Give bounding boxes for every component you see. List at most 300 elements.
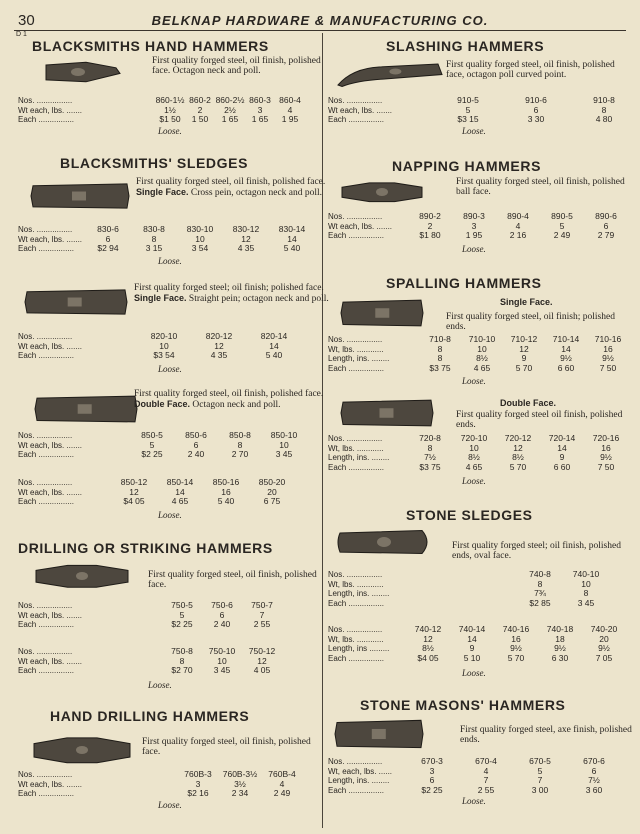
- table-cell: 750-6: [211, 600, 233, 610]
- table-cell: 830-6: [97, 224, 119, 234]
- section-title: HAND DRILLING HAMMERS: [50, 708, 250, 724]
- table-cell: 12: [129, 486, 139, 497]
- table-cell: 6: [193, 439, 199, 450]
- face-type-label: Single Face.: [136, 187, 189, 197]
- row-label: Wt each, lbs. .......: [18, 779, 83, 789]
- table-cell: 850-12: [120, 477, 148, 487]
- masons-hammer-illustration: [334, 716, 424, 757]
- cross-pein-sledge-illustration: [30, 180, 130, 217]
- table-cell: 830-8: [143, 224, 165, 234]
- table-cell: 710-10: [468, 334, 496, 344]
- table-cell: $3 15: [457, 114, 479, 124]
- table-cell: 5: [537, 765, 543, 776]
- section-title: SPALLING HAMMERS: [386, 275, 542, 291]
- page-title: BELKNAP HARDWARE & MANUFACTURING CO.: [151, 13, 489, 28]
- row-label: Each ................: [18, 789, 75, 798]
- table-cell: 3: [257, 104, 263, 115]
- pattern-description: Straight pein; octagon neck and poll.: [188, 294, 329, 304]
- printer-mark: D 1: [16, 31, 27, 38]
- table-cell: 1 95: [281, 114, 299, 124]
- row-label: Nos. ................: [18, 770, 73, 779]
- packing-note: Loose.: [462, 796, 486, 806]
- price-table-row: [328, 106, 632, 116]
- table-cell: 1½: [164, 104, 176, 115]
- table-cell: 850-8: [229, 430, 251, 440]
- table-cell: 3 45: [577, 597, 595, 608]
- row-label: Wt each, lbs. .......: [18, 105, 83, 115]
- price-table-row: [18, 441, 318, 451]
- table-cell: 12: [519, 343, 529, 354]
- price-table-row: [18, 611, 318, 621]
- table-cell: 9½: [602, 353, 614, 363]
- table-cell: 2 55: [477, 784, 495, 795]
- table-cell: 1 65: [221, 114, 239, 124]
- table-cell: 10: [279, 439, 289, 450]
- price-table-row: [328, 434, 632, 444]
- product-description: [456, 410, 632, 430]
- price-table-row: [328, 635, 632, 645]
- table-cell: 750-7: [251, 600, 273, 610]
- table-cell: $2 16: [187, 788, 209, 798]
- row-label: Nos. ................: [18, 478, 73, 487]
- table-cell: 16: [511, 633, 521, 644]
- table-cell: 910-8: [593, 95, 615, 105]
- table-cell: 6: [533, 104, 539, 115]
- table-cell: $2 25: [171, 619, 193, 629]
- table-cell: 2 40: [187, 449, 205, 459]
- table-cell: 5: [149, 439, 155, 450]
- table-cell: 14: [561, 343, 571, 354]
- section-title: STONE MASONS' HAMMERS: [360, 697, 566, 713]
- packing-note: Loose.: [462, 244, 486, 254]
- table-cell: 12: [423, 633, 433, 644]
- price-table-row: [18, 657, 318, 667]
- price-table-row: [18, 601, 318, 611]
- row-label: Length, ins .........: [328, 644, 390, 653]
- packing-note: Loose.: [158, 800, 182, 810]
- table-cell: 740-14: [458, 624, 486, 634]
- table-cell: 760B-3½: [222, 769, 258, 779]
- table-cell: 670-3: [421, 756, 443, 766]
- table-cell: 9: [521, 353, 527, 363]
- table-cell: 10: [217, 655, 227, 666]
- price-table-row: [328, 767, 632, 777]
- price-table-row: [18, 244, 318, 254]
- face-type-label: Double Face.: [500, 398, 557, 408]
- table-cell: 4: [279, 778, 285, 789]
- table-cell: 8: [237, 439, 243, 450]
- table-cell: 20: [599, 633, 609, 644]
- product-description: [460, 725, 632, 745]
- description-text: First quality forged steel, oil finish, polished face.: [134, 389, 324, 399]
- table-cell: 8½: [512, 452, 524, 462]
- row-label: Nos. ................: [328, 96, 383, 105]
- table-cell: 9½: [554, 643, 566, 653]
- table-cell: 860-1½: [155, 95, 185, 105]
- table-cell: 3 00: [531, 784, 549, 795]
- row-label: Nos. ................: [328, 434, 383, 443]
- row-label: Each ................: [328, 231, 385, 240]
- table-cell: $1 80: [419, 230, 441, 240]
- table-cell: $2 70: [171, 665, 193, 675]
- table-cell: 2 79: [597, 230, 615, 240]
- table-cell: 720-14: [548, 433, 576, 443]
- row-label: Each ................: [328, 462, 385, 472]
- table-cell: 4 35: [210, 350, 228, 360]
- description-text: First quality forged steel, oil finish, polished face.: [136, 177, 326, 187]
- row-label: Each ................: [328, 785, 385, 795]
- product-description: [452, 541, 632, 561]
- table-cell: 5 10: [463, 652, 481, 663]
- price-table-row: [328, 599, 632, 609]
- row-label: Each ................: [18, 244, 75, 253]
- table-cell: 850-5: [141, 430, 163, 440]
- table-cell: 3½: [234, 778, 246, 789]
- section-title: SLASHING HAMMERS: [386, 38, 545, 54]
- table-cell: 4 35: [237, 243, 255, 253]
- product-description: [134, 389, 330, 410]
- table-cell: 4 65: [171, 496, 189, 506]
- description-text: First quality forged steel; oil finish; polished face.: [134, 283, 324, 293]
- table-cell: 850-10: [270, 430, 298, 440]
- table-cell: 2: [427, 220, 433, 231]
- row-label: Each ................: [18, 666, 75, 675]
- table-cell: 6: [591, 765, 597, 776]
- table-cell: 5 70: [507, 652, 525, 663]
- table-cell: 6: [603, 220, 609, 231]
- row-label: Nos. ................: [18, 332, 73, 341]
- table-cell: 10: [477, 343, 487, 354]
- price-table-row: [328, 625, 632, 635]
- table-cell: 7: [259, 609, 265, 620]
- row-label: Nos. ................: [328, 625, 383, 634]
- table-cell: 8: [437, 343, 443, 354]
- description-text: First quality forged steel, oil finish, polished face.: [142, 737, 311, 757]
- description-text: First quality forged steel, oil finish, polished ball face.: [456, 177, 625, 197]
- table-cell: 8: [601, 104, 607, 115]
- table-cell: 830-12: [232, 224, 260, 234]
- section-title: STONE SLEDGES: [406, 507, 533, 523]
- table-cell: 750-10: [208, 646, 236, 656]
- product-description: [446, 60, 628, 80]
- price-table-row: [328, 644, 632, 654]
- row-label: Wt each, lbs. .......: [18, 610, 83, 620]
- table-cell: 760B-3: [184, 769, 212, 779]
- description-text: First quality forged steel; oil finish, polished ends, oval face.: [452, 541, 621, 561]
- table-cell: 2 40: [213, 619, 231, 629]
- table-cell: 3 45: [275, 449, 293, 459]
- row-label: Wt, lbs. ............: [328, 344, 384, 354]
- table-cell: $3 75: [419, 461, 441, 472]
- table-cell: 5 40: [265, 350, 283, 360]
- row-label: Length, ins. ........: [328, 776, 390, 785]
- table-cell: 670-5: [529, 756, 551, 766]
- table-cell: 860-3: [249, 95, 271, 105]
- table-cell: 890-3: [463, 211, 485, 221]
- price-table-row: [328, 364, 632, 374]
- product-description: [136, 177, 332, 198]
- column-divider: [322, 33, 323, 828]
- table-cell: 720-10: [460, 433, 488, 443]
- row-label: Nos. ................: [328, 570, 383, 579]
- table-cell: 820-14: [260, 331, 288, 341]
- row-label: Wt each, lbs. .......: [328, 105, 393, 115]
- row-label: Nos. ................: [18, 647, 73, 656]
- table-cell: 860-2½: [215, 95, 245, 105]
- table-cell: 890-5: [551, 211, 573, 221]
- table-cell: 1 95: [465, 230, 483, 240]
- table-cell: 9½: [560, 353, 572, 363]
- table-cell: 12: [241, 233, 251, 244]
- table-cell: $2 25: [141, 449, 163, 459]
- price-table-row: [18, 620, 318, 630]
- table-cell: 850-20: [258, 477, 286, 487]
- double-face-sledge-illustration: [34, 392, 138, 431]
- table-cell: 8½: [476, 353, 488, 363]
- packing-note: Loose.: [462, 476, 486, 486]
- striking-hammer-illustration: [34, 562, 130, 595]
- table-cell: 7¾: [534, 588, 546, 598]
- straight-pein-sledge-illustration: [24, 286, 128, 323]
- table-cell: 2 34: [231, 788, 249, 798]
- face-type-label: Double Face.: [134, 399, 191, 409]
- product-description: [152, 56, 330, 76]
- table-cell: 860-2: [189, 95, 211, 105]
- table-cell: 4: [483, 765, 489, 776]
- row-label: Length, ins. ........: [328, 453, 390, 462]
- table-cell: 820-10: [150, 331, 178, 341]
- table-cell: 14: [557, 442, 567, 453]
- row-label: Length, ins. ........: [328, 354, 390, 363]
- row-label: Nos. ................: [18, 225, 73, 234]
- face-type-label: Single Face.: [134, 293, 187, 303]
- table-cell: 740-16: [502, 624, 530, 634]
- table-cell: 1 50: [191, 114, 209, 124]
- section-title: BLACKSMITHS' SLEDGES: [60, 155, 249, 171]
- table-cell: 850-16: [212, 477, 240, 487]
- table-cell: 8½: [468, 452, 480, 462]
- price-table-row: [18, 647, 318, 657]
- packing-note: Loose.: [158, 126, 182, 136]
- table-cell: 18: [555, 633, 565, 644]
- table-cell: 8: [583, 588, 589, 598]
- description-text: First quality forged steel, oil finish, polished face. Octagon neck and poll.: [152, 56, 321, 76]
- price-table-row: [18, 666, 318, 676]
- price-table-row: [18, 789, 318, 799]
- table-cell: 750-8: [171, 646, 193, 656]
- table-cell: 9: [469, 643, 475, 653]
- table-cell: 670-6: [583, 756, 605, 766]
- table-cell: 6 60: [557, 362, 575, 373]
- table-cell: $4 05: [417, 652, 439, 663]
- price-table-row: [18, 450, 318, 460]
- table-cell: 4 65: [473, 362, 491, 373]
- table-cell: 6: [429, 775, 435, 785]
- hand-hammer-illustration: [42, 58, 122, 91]
- napping-hammer-illustration: [340, 180, 424, 209]
- product-description: [148, 570, 328, 590]
- table-cell: 2½: [224, 104, 236, 115]
- table-cell: 5 70: [515, 362, 533, 373]
- row-label: Wt each, lbs. .......: [18, 656, 83, 666]
- row-label: Each ................: [328, 598, 385, 608]
- table-cell: 14: [287, 233, 297, 244]
- table-cell: 8: [537, 578, 543, 589]
- row-label: Wt, each, lbs. ......: [328, 766, 393, 776]
- row-label: Each ................: [18, 620, 75, 629]
- table-cell: 3 45: [213, 665, 231, 675]
- table-cell: 2: [197, 104, 203, 115]
- table-cell: 5 40: [283, 243, 301, 253]
- table-cell: $2 94: [97, 243, 119, 253]
- table-cell: 820-12: [205, 331, 233, 341]
- table-cell: 4 05: [253, 665, 271, 675]
- price-table-row: [18, 225, 318, 235]
- table-cell: 720-12: [504, 433, 532, 443]
- price-table-row: [328, 654, 632, 664]
- table-cell: 3: [471, 220, 477, 231]
- description-text: First quality forged steel, oil finish; polished ends.: [446, 312, 615, 332]
- row-label: Wt, lbs. ............: [328, 579, 384, 589]
- table-cell: 760B-4: [268, 769, 296, 779]
- description-text: First quality forged steel, oil finish, polished face.: [148, 570, 317, 590]
- table-cell: 830-14: [278, 224, 306, 234]
- price-table-row: [18, 235, 318, 245]
- packing-note: Loose.: [462, 376, 486, 386]
- price-table-row: [328, 444, 632, 454]
- table-cell: 8: [151, 233, 157, 244]
- row-label: Each ................: [18, 450, 75, 459]
- table-cell: 7½: [588, 775, 600, 785]
- price-table-row: [328, 115, 632, 125]
- price-table-row: [18, 780, 318, 790]
- price-table-row: [18, 770, 318, 780]
- row-label: Wt each, lbs. .......: [18, 341, 83, 351]
- price-table-row: [328, 463, 632, 473]
- row-label: Nos. ................: [18, 96, 73, 105]
- table-cell: 3: [195, 778, 201, 789]
- packing-note: Loose.: [462, 126, 486, 136]
- description-text: First quality forged steel, oil finish, polished face, octagon poll curved point.: [446, 60, 615, 80]
- table-cell: 750-5: [171, 600, 193, 610]
- price-table-row: [18, 431, 318, 441]
- product-description: [142, 737, 322, 757]
- row-label: Wt, lbs. ............: [328, 443, 384, 453]
- row-label: Nos. ................: [18, 431, 73, 440]
- table-cell: 9½: [598, 643, 610, 653]
- table-cell: 2 49: [273, 788, 291, 798]
- product-description: [134, 283, 330, 304]
- table-cell: 4 65: [465, 461, 483, 472]
- table-cell: 850-14: [166, 477, 194, 487]
- table-cell: 6 30: [551, 652, 569, 663]
- table-cell: 890-2: [419, 211, 441, 221]
- price-table-row: [328, 757, 632, 767]
- table-cell: 740-20: [590, 624, 618, 634]
- row-label: Wt, lbs. ............: [328, 634, 384, 644]
- table-cell: 2 70: [231, 449, 249, 459]
- stone-sledge-illustration: [336, 524, 432, 565]
- table-cell: 7 05: [595, 652, 613, 663]
- row-label: Nos. ................: [328, 212, 383, 221]
- row-label: Length, ins. ........: [328, 589, 390, 598]
- row-label: Wt each, lbs. .......: [18, 440, 83, 450]
- table-cell: 6: [105, 233, 111, 244]
- section-title: BLACKSMITHS HAND HAMMERS: [32, 38, 269, 54]
- price-table-row: [328, 96, 632, 106]
- single-face-spalling-illustration: [340, 296, 424, 335]
- section-title: DRILLING OR STRIKING HAMMERS: [18, 540, 273, 556]
- table-cell: 3: [429, 765, 435, 776]
- packing-note: Loose.: [462, 668, 486, 678]
- row-label: Wt each, lbs. .......: [18, 487, 83, 497]
- table-cell: 16: [221, 486, 231, 497]
- table-cell: 1 65: [251, 114, 269, 124]
- row-label: Each ................: [18, 497, 75, 506]
- product-description: [446, 312, 628, 332]
- table-cell: 4 80: [595, 114, 613, 124]
- table-cell: 12: [513, 442, 523, 453]
- table-cell: 710-12: [510, 334, 538, 344]
- table-cell: 6: [219, 609, 225, 620]
- row-label: Each ................: [328, 363, 385, 373]
- table-cell: 860-4: [279, 95, 301, 105]
- price-table-row: [328, 231, 632, 241]
- header-divider: [14, 30, 626, 31]
- table-cell: 9½: [600, 452, 612, 462]
- table-cell: 6 75: [263, 496, 281, 506]
- table-cell: 740-18: [546, 624, 574, 634]
- table-cell: 10: [581, 578, 591, 589]
- table-cell: 20: [267, 486, 277, 497]
- packing-note: Loose.: [158, 364, 182, 374]
- face-type-label: Single Face.: [500, 297, 553, 307]
- table-cell: $3 54: [153, 350, 175, 360]
- packing-note: Loose.: [158, 510, 182, 520]
- table-cell: 8½: [422, 643, 434, 653]
- table-cell: 710-8: [429, 334, 451, 344]
- table-cell: 750-12: [248, 646, 276, 656]
- table-cell: 4: [515, 220, 521, 231]
- table-cell: 2 55: [253, 619, 271, 629]
- table-cell: 5: [559, 220, 565, 231]
- table-cell: 12: [214, 340, 224, 351]
- table-cell: 7: [483, 775, 489, 785]
- table-cell: 2 16: [509, 230, 527, 240]
- table-cell: 10: [469, 442, 479, 453]
- table-cell: 10: [159, 340, 169, 351]
- table-cell: 3 15: [145, 243, 163, 253]
- table-cell: 12: [257, 655, 267, 666]
- table-cell: 3 54: [191, 243, 209, 253]
- table-cell: 8: [179, 655, 185, 666]
- table-cell: $2 25: [421, 784, 443, 795]
- table-cell: 740-12: [414, 624, 442, 634]
- table-cell: 740-10: [572, 569, 600, 579]
- table-cell: 9½: [510, 643, 522, 653]
- row-label: Each ................: [328, 115, 385, 124]
- table-cell: 740-8: [529, 569, 551, 579]
- table-cell: 910-5: [457, 95, 479, 105]
- row-label: Wt each, lbs. .......: [18, 234, 83, 244]
- table-cell: 720-8: [419, 433, 441, 443]
- table-cell: $4 05: [123, 496, 145, 506]
- section-title: NAPPING HAMMERS: [392, 158, 542, 174]
- row-label: Each ................: [18, 115, 75, 124]
- table-cell: 3 30: [527, 114, 545, 124]
- price-table-row: [328, 212, 632, 222]
- table-cell: 9: [559, 452, 565, 462]
